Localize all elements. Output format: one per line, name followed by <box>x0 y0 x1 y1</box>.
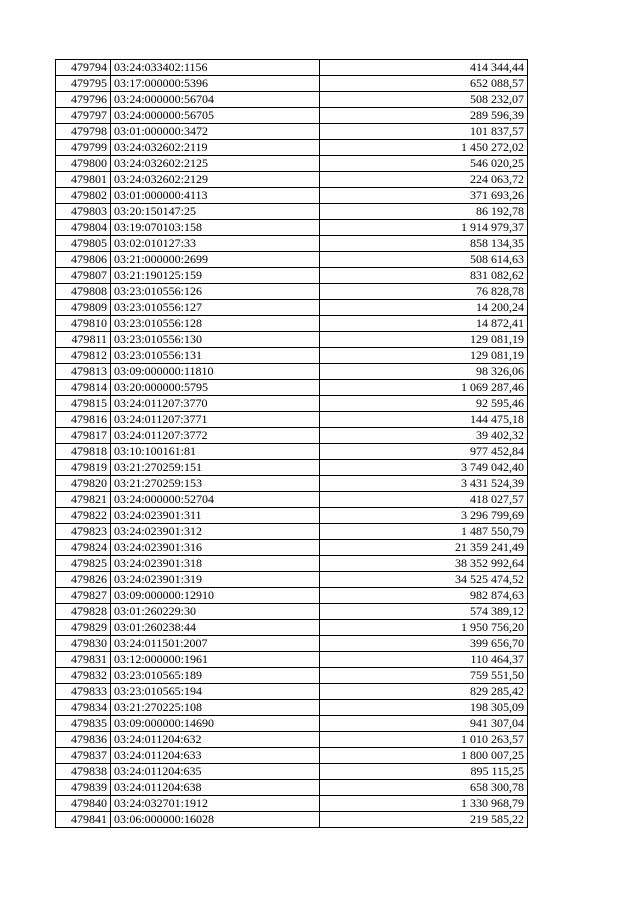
cadastral-number-cell: 03:21:190125:159 <box>111 268 320 284</box>
value-cell: 371 693,26 <box>320 188 528 204</box>
cadastral-number-cell: 03:24:032602:2129 <box>111 172 320 188</box>
row-number-cell: 479812 <box>56 348 111 364</box>
cadastral-number-cell: 03:23:010556:127 <box>111 300 320 316</box>
table-row <box>56 188 528 204</box>
value-cell: 14 200,24 <box>320 300 528 316</box>
row-number-cell: 479802 <box>56 188 111 204</box>
value-cell: 1 914 979,37 <box>320 220 528 236</box>
value-cell: 101 837,57 <box>320 124 528 140</box>
cadastral-number-cell: 03:12:000000:1961 <box>111 652 320 668</box>
cadastral-number-cell: 03:24:011204:635 <box>111 764 320 780</box>
value-cell: 759 551,50 <box>320 668 528 684</box>
value-cell: 98 326,06 <box>320 364 528 380</box>
table-row <box>56 124 528 140</box>
table-row <box>56 764 528 780</box>
value-cell: 831 082,62 <box>320 268 528 284</box>
value-cell: 858 134,35 <box>320 236 528 252</box>
row-number-cell: 479799 <box>56 140 111 156</box>
value-cell: 977 452,84 <box>320 444 528 460</box>
table-row <box>56 268 528 284</box>
cadastral-number-cell: 03:09:000000:11810 <box>111 364 320 380</box>
row-number-cell: 479814 <box>56 380 111 396</box>
table-row <box>56 620 528 636</box>
cadastral-number-cell: 03:24:000000:56705 <box>111 108 320 124</box>
cadastral-value-table <box>55 59 528 828</box>
table-body <box>56 60 528 828</box>
value-cell: 414 344,44 <box>320 60 528 76</box>
value-cell: 1 950 756,20 <box>320 620 528 636</box>
table-row <box>56 252 528 268</box>
table-row <box>56 108 528 124</box>
row-number-cell: 479796 <box>56 92 111 108</box>
value-cell: 1 450 272,02 <box>320 140 528 156</box>
row-number-cell: 479837 <box>56 748 111 764</box>
row-number-cell: 479798 <box>56 124 111 140</box>
cadastral-number-cell: 03:21:270259:153 <box>111 476 320 492</box>
table-row <box>56 236 528 252</box>
table-row <box>56 364 528 380</box>
cadastral-number-cell: 03:17:000000:5396 <box>111 76 320 92</box>
row-number-cell: 479819 <box>56 460 111 476</box>
row-number-cell: 479804 <box>56 220 111 236</box>
value-cell: 3 431 524,39 <box>320 476 528 492</box>
table-row <box>56 60 528 76</box>
value-cell: 76 828,78 <box>320 284 528 300</box>
table-row <box>56 540 528 556</box>
value-cell: 1 800 007,25 <box>320 748 528 764</box>
cadastral-number-cell: 03:09:000000:12910 <box>111 588 320 604</box>
row-number-cell: 479832 <box>56 668 111 684</box>
cadastral-number-cell: 03:21:270259:151 <box>111 460 320 476</box>
table-row <box>56 716 528 732</box>
cadastral-number-cell: 03:10:100161:81 <box>111 444 320 460</box>
value-cell: 110 464,37 <box>320 652 528 668</box>
row-number-cell: 479835 <box>56 716 111 732</box>
cadastral-number-cell: 03:24:032701:1912 <box>111 796 320 812</box>
value-cell: 941 307,04 <box>320 716 528 732</box>
row-number-cell: 479821 <box>56 492 111 508</box>
cadastral-number-cell: 03:24:011207:3772 <box>111 428 320 444</box>
table-row <box>56 556 528 572</box>
value-cell: 399 656,70 <box>320 636 528 652</box>
row-number-cell: 479840 <box>56 796 111 812</box>
value-cell: 508 614,63 <box>320 252 528 268</box>
value-cell: 14 872,41 <box>320 316 528 332</box>
value-cell: 3 749 042,40 <box>320 460 528 476</box>
cadastral-number-cell: 03:24:011207:3771 <box>111 412 320 428</box>
row-number-cell: 479817 <box>56 428 111 444</box>
row-number-cell: 479836 <box>56 732 111 748</box>
value-cell: 129 081,19 <box>320 348 528 364</box>
value-cell: 21 359 241,49 <box>320 540 528 556</box>
table-row <box>56 748 528 764</box>
row-number-cell: 479828 <box>56 604 111 620</box>
cadastral-number-cell: 03:24:011207:3770 <box>111 396 320 412</box>
table-row <box>56 444 528 460</box>
row-number-cell: 479822 <box>56 508 111 524</box>
row-number-cell: 479805 <box>56 236 111 252</box>
row-number-cell: 479806 <box>56 252 111 268</box>
cadastral-number-cell: 03:01:260229:30 <box>111 604 320 620</box>
value-cell: 129 081,19 <box>320 332 528 348</box>
cadastral-number-cell: 03:24:023901:318 <box>111 556 320 572</box>
value-cell: 219 585,22 <box>320 812 528 828</box>
row-number-cell: 479810 <box>56 316 111 332</box>
table-row <box>56 732 528 748</box>
row-number-cell: 479830 <box>56 636 111 652</box>
row-number-cell: 479838 <box>56 764 111 780</box>
value-cell: 829 285,42 <box>320 684 528 700</box>
table-row <box>56 380 528 396</box>
cadastral-number-cell: 03:24:011204:632 <box>111 732 320 748</box>
row-number-cell: 479827 <box>56 588 111 604</box>
cadastral-number-cell: 03:24:023901:319 <box>111 572 320 588</box>
cadastral-number-cell: 03:23:010556:126 <box>111 284 320 300</box>
cadastral-number-cell: 03:20:000000:5795 <box>111 380 320 396</box>
table-row <box>56 700 528 716</box>
value-cell: 1 069 287,46 <box>320 380 528 396</box>
value-cell: 546 020,25 <box>320 156 528 172</box>
cadastral-number-cell: 03:21:270225:108 <box>111 700 320 716</box>
row-number-cell: 479825 <box>56 556 111 572</box>
row-number-cell: 479818 <box>56 444 111 460</box>
cadastral-number-cell: 03:24:000000:52704 <box>111 492 320 508</box>
table-row <box>56 300 528 316</box>
table-row <box>56 636 528 652</box>
row-number-cell: 479811 <box>56 332 111 348</box>
table-row <box>56 348 528 364</box>
cadastral-number-cell: 03:09:000000:14690 <box>111 716 320 732</box>
table-row <box>56 428 528 444</box>
row-number-cell: 479841 <box>56 812 111 828</box>
table-row <box>56 140 528 156</box>
row-number-cell: 479823 <box>56 524 111 540</box>
row-number-cell: 479824 <box>56 540 111 556</box>
value-cell: 198 305,09 <box>320 700 528 716</box>
table-row <box>56 668 528 684</box>
table-row <box>56 684 528 700</box>
value-cell: 86 192,78 <box>320 204 528 220</box>
value-cell: 1 330 968,79 <box>320 796 528 812</box>
table-row <box>56 588 528 604</box>
value-cell: 3 296 799,69 <box>320 508 528 524</box>
row-number-cell: 479831 <box>56 652 111 668</box>
table-row <box>56 172 528 188</box>
table-row <box>56 476 528 492</box>
row-number-cell: 479807 <box>56 268 111 284</box>
row-number-cell: 479794 <box>56 60 111 76</box>
row-number-cell: 479800 <box>56 156 111 172</box>
value-cell: 508 232,07 <box>320 92 528 108</box>
table-row <box>56 780 528 796</box>
table-row <box>56 796 528 812</box>
cadastral-number-cell: 03:01:260238:44 <box>111 620 320 636</box>
table-row <box>56 220 528 236</box>
cadastral-number-cell: 03:24:000000:56704 <box>111 92 320 108</box>
row-number-cell: 479795 <box>56 76 111 92</box>
cadastral-number-cell: 03:01:000000:3472 <box>111 124 320 140</box>
cadastral-number-cell: 03:19:070103:158 <box>111 220 320 236</box>
value-cell: 574 389,12 <box>320 604 528 620</box>
table-row <box>56 604 528 620</box>
value-cell: 39 402,32 <box>320 428 528 444</box>
cadastral-number-cell: 03:24:011204:633 <box>111 748 320 764</box>
value-cell: 652 088,57 <box>320 76 528 92</box>
table-row <box>56 316 528 332</box>
row-number-cell: 479801 <box>56 172 111 188</box>
table-row <box>56 396 528 412</box>
table-row <box>56 812 528 828</box>
cadastral-number-cell: 03:23:010556:128 <box>111 316 320 332</box>
value-cell: 1 487 550,79 <box>320 524 528 540</box>
row-number-cell: 479808 <box>56 284 111 300</box>
cadastral-number-cell: 03:20:150147:25 <box>111 204 320 220</box>
table-row <box>56 508 528 524</box>
table-row <box>56 92 528 108</box>
cadastral-number-cell: 03:23:010556:130 <box>111 332 320 348</box>
row-number-cell: 479820 <box>56 476 111 492</box>
value-cell: 38 352 992,64 <box>320 556 528 572</box>
cadastral-number-cell: 03:23:010565:194 <box>111 684 320 700</box>
cadastral-number-cell: 03:01:000000:4113 <box>111 188 320 204</box>
table-row <box>56 284 528 300</box>
value-cell: 418 027,57 <box>320 492 528 508</box>
table-row <box>56 492 528 508</box>
value-cell: 92 595,46 <box>320 396 528 412</box>
row-number-cell: 479829 <box>56 620 111 636</box>
cadastral-number-cell: 03:02:010127:33 <box>111 236 320 252</box>
row-number-cell: 479839 <box>56 780 111 796</box>
row-number-cell: 479834 <box>56 700 111 716</box>
cadastral-number-cell: 03:24:032602:2119 <box>111 140 320 156</box>
value-cell: 1 010 263,57 <box>320 732 528 748</box>
value-cell: 658 300,78 <box>320 780 528 796</box>
value-cell: 895 115,25 <box>320 764 528 780</box>
row-number-cell: 479833 <box>56 684 111 700</box>
cadastral-number-cell: 03:24:032602:2125 <box>111 156 320 172</box>
table-row <box>56 204 528 220</box>
row-number-cell: 479815 <box>56 396 111 412</box>
value-cell: 289 596,39 <box>320 108 528 124</box>
cadastral-number-cell: 03:23:010556:131 <box>111 348 320 364</box>
cadastral-number-cell: 03:24:023901:311 <box>111 508 320 524</box>
table-row <box>56 460 528 476</box>
table-row <box>56 156 528 172</box>
table-row <box>56 524 528 540</box>
value-cell: 144 475,18 <box>320 412 528 428</box>
value-cell: 982 874,63 <box>320 588 528 604</box>
row-number-cell: 479803 <box>56 204 111 220</box>
cadastral-number-cell: 03:24:023901:316 <box>111 540 320 556</box>
cadastral-number-cell: 03:24:023901:312 <box>111 524 320 540</box>
cadastral-number-cell: 03:24:011501:2007 <box>111 636 320 652</box>
row-number-cell: 479826 <box>56 572 111 588</box>
cadastral-number-cell: 03:23:010565:189 <box>111 668 320 684</box>
cadastral-number-cell: 03:06:000000:16028 <box>111 812 320 828</box>
row-number-cell: 479813 <box>56 364 111 380</box>
cadastral-number-cell: 03:21:000000:2699 <box>111 252 320 268</box>
cadastral-number-cell: 03:24:033402:1156 <box>111 60 320 76</box>
value-cell: 34 525 474,52 <box>320 572 528 588</box>
value-cell: 224 063,72 <box>320 172 528 188</box>
table-row <box>56 76 528 92</box>
row-number-cell: 479816 <box>56 412 111 428</box>
cadastral-number-cell: 03:24:011204:638 <box>111 780 320 796</box>
table-row <box>56 572 528 588</box>
table-row <box>56 412 528 428</box>
row-number-cell: 479809 <box>56 300 111 316</box>
row-number-cell: 479797 <box>56 108 111 124</box>
table-row <box>56 332 528 348</box>
table-row <box>56 652 528 668</box>
